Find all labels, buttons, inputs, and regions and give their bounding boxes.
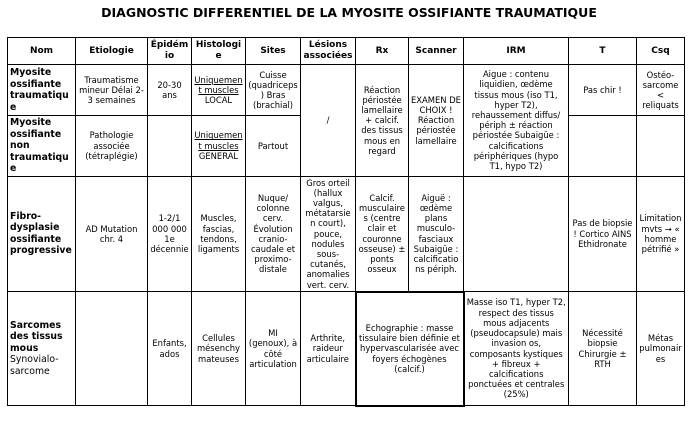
cell-t: Nécessité biopsie Chirurgie ± RTH [569, 292, 637, 406]
cell-histologie [192, 65, 246, 116]
header-row [8, 38, 685, 65]
histologie-underlined: Uniquement muscles [194, 74, 243, 95]
cell-sites: Cuisse (quadriceps) Bras (brachial) [246, 65, 301, 116]
row-name-mont: Myosite ossifiante non traumatique [8, 116, 76, 177]
cell-echographie: Echographie : masse tissulaire bien définie et hypervascularisée avec foyers échogènes (calcif.) [356, 292, 464, 406]
cell-lesions-shared: / [301, 65, 356, 177]
cell-irm: Masse iso T1, hyper T2, respect des tissus mous adjacents (pseudocapsule) mais invasion os, composants kystiques + fibreux + calcifications ponctuées et centrales (25%) [464, 292, 569, 406]
cell-csq: Métas pulmonaires [637, 292, 685, 406]
cell-epidemio: 20-30 ans [148, 65, 192, 116]
header-epidemio: Épidémio [148, 38, 192, 65]
row-name-fop: Fibro-dysplasie ossifiante progressive [8, 176, 76, 292]
cell-epidemio: Enfants, ados [148, 292, 192, 406]
cell-sites: MI (genoux), à côté articulation [246, 292, 301, 406]
header-sites: Sites [246, 38, 301, 65]
cell-t: Pas de biopsie ! Cortico AINS Ethidronate [569, 176, 637, 292]
row-name-mot: Myosite ossifiante traumatique [8, 65, 76, 116]
cell-epidemio [148, 116, 192, 177]
header-etiologie: Etiologie [76, 38, 148, 65]
cell-etiologie [76, 292, 148, 406]
header-scanner: Scanner [409, 38, 464, 65]
page-title: DIAGNOSTIC DIFFERENTIEL DE LA MYOSITE OSSIFIANTE TRAUMATIQUE [101, 5, 597, 20]
header-t: T [569, 38, 637, 65]
histologie-scope: GENERAL [198, 150, 239, 161]
cell-etiologie: Traumatisme mineur Délai 2-3 semaines [76, 65, 148, 116]
cell-histologie: Cellules mésenchymateuses [192, 292, 246, 406]
cell-etiologie: AD Mutation chr. 4 [76, 176, 148, 292]
cell-lesions: Arthrite, raideur articulaire [301, 292, 356, 406]
cell-csq [637, 116, 685, 177]
cell-t: Pas chir ! [569, 65, 637, 116]
histologie-underlined: Uniquement muscles [194, 130, 243, 151]
cell-histologie [192, 116, 246, 177]
row-name-sarcome [8, 292, 76, 406]
cell-epidemio: 1-2/1 000 000 1e décennie [148, 176, 192, 292]
cell-scanner-shared: EXAMEN DE CHOIX ! Réaction périostée lamellaire [409, 65, 464, 177]
header-nom: Nom [8, 38, 76, 65]
cell-lesions: Gros orteil (hallux valgus, métatarsien court), pouce, nodules sous-cutanés, anomalies vert. cerv. [301, 176, 356, 292]
table-row [8, 65, 685, 116]
cell-etiologie: Pathologie associée (tétraplégie) [76, 116, 148, 177]
sarcome-subtype: Synovialo-sarcome [10, 354, 59, 377]
header-histologie: Histologie [192, 38, 246, 65]
cell-irm [464, 176, 569, 292]
cell-rx-shared: Réaction périostée lamellaire + calcif. des tissus mous en regard [356, 65, 409, 177]
header-irm: IRM [464, 38, 569, 65]
cell-sites: Nuque/ colonne cerv. Évolution cranio-caudale et proximo-distale [246, 176, 301, 292]
cell-t [569, 116, 637, 177]
header-lesions: Lésions associées [301, 38, 356, 65]
histologie-scope: LOCAL [204, 95, 233, 106]
header-csq: Csq [637, 38, 685, 65]
sarcome-name: Sarcomes des tissus mous [10, 319, 63, 354]
cell-scanner: Aiguë : œdème plans musculo-fasciaux Subaigüe : calcifications périph. [409, 176, 464, 292]
cell-csq: Limitation mvts → « homme pétrifié » [637, 176, 685, 292]
header-rx: Rx [356, 38, 409, 65]
differential-table [7, 37, 685, 407]
cell-rx: Calcif. musculaires (centre clair et couronne osseuse) ± ponts osseux [356, 176, 409, 292]
cell-histologie: Muscles, fascias, tendons, ligaments [192, 176, 246, 292]
table-row [8, 292, 685, 406]
cell-csq: Ostéo-sarcome < reliquats [637, 65, 685, 116]
cell-sites: Partout [246, 116, 301, 177]
table-row [8, 176, 685, 292]
cell-irm-shared: Aigue : contenu liquidien, œdème tissus mous (iso T1, hyper T2), rehaussement diffus/ périph ± réaction périostée Subaigüe : calcifications périphériques (hypo T1, hypo T2) [464, 65, 569, 177]
